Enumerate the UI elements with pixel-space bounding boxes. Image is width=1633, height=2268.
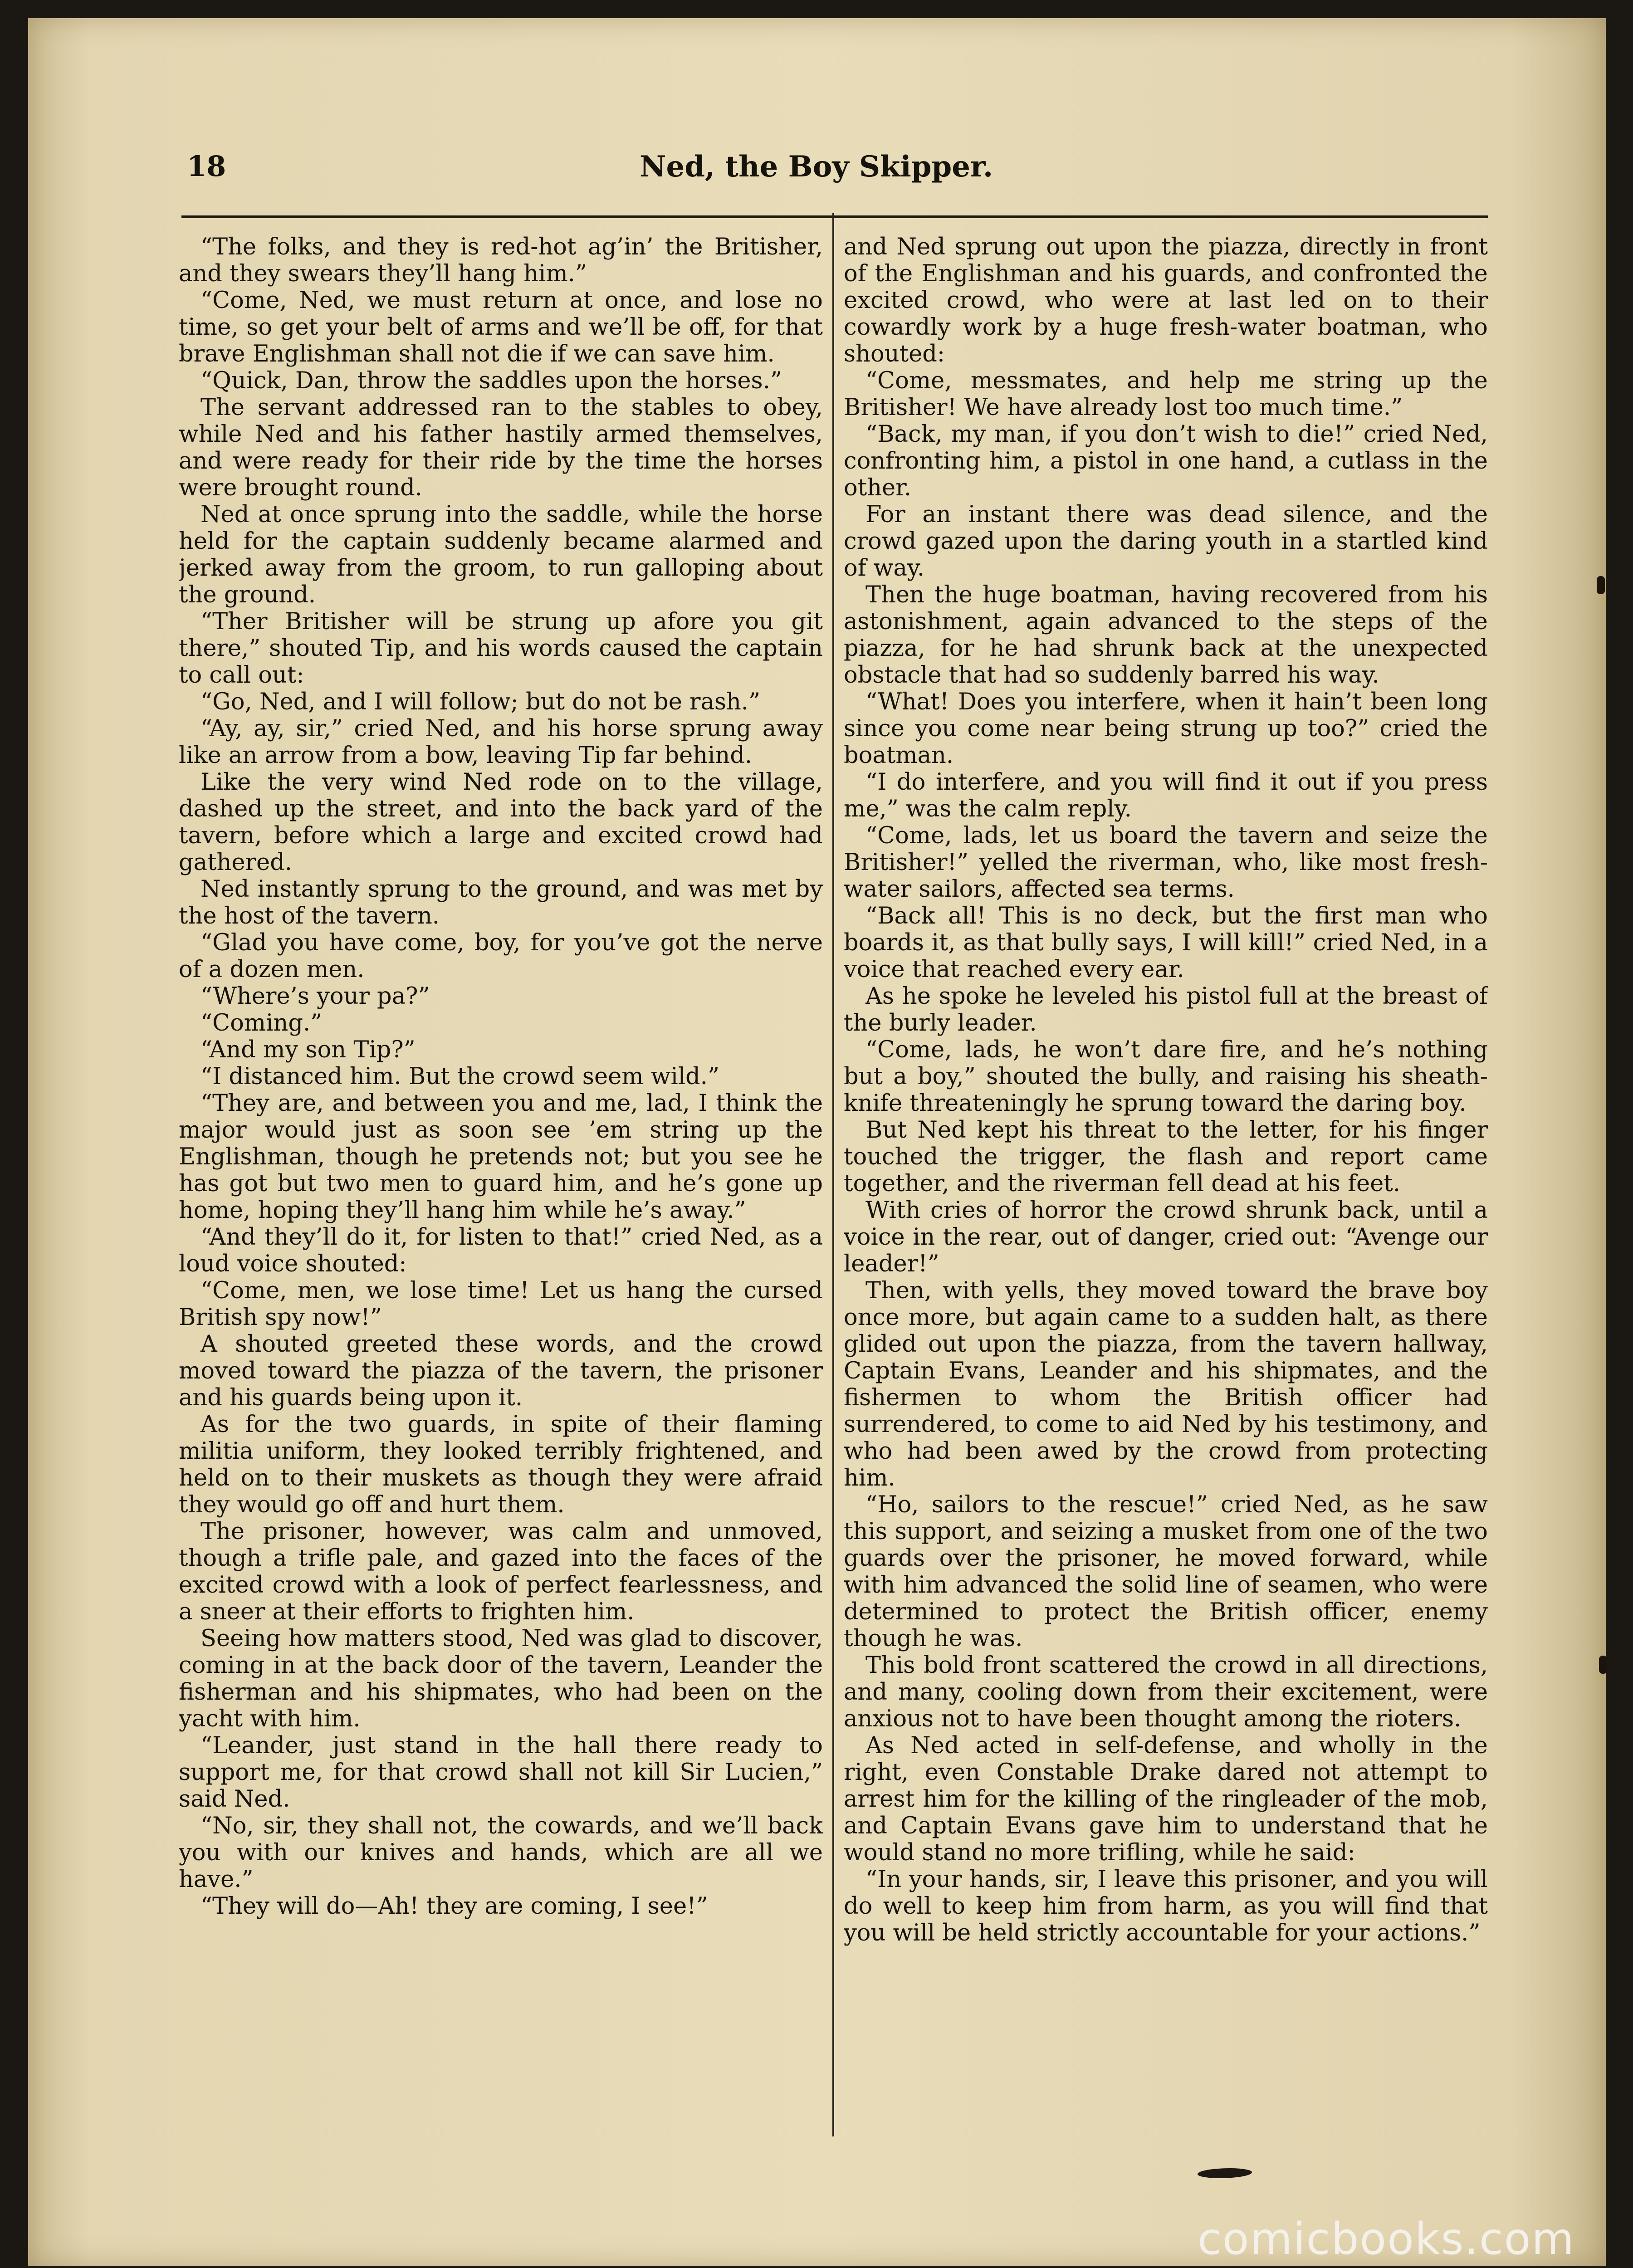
paragraph: “They will do—Ah! they are coming, I see!”	[200, 1893, 708, 1920]
paragraph: But Ned kept his threat to the letter, for his finger touched the trigger, the flash and report came together, and the riverman fell dead at his feet.	[844, 1117, 1488, 1197]
page-number: 18	[187, 150, 226, 183]
paragraph: “Come, Ned, we must return at once, and lose no time, so get your belt of arms and we’ll be off, for that brave Englishman shall not die if we can save him.	[179, 287, 823, 367]
paragraph: “Back all! This is no deck, but the first man who boards it, as that bully says, I will kill!” cried Ned, in a voice that reached every ear.	[844, 903, 1488, 983]
paragraph: “They are, and between you and me, lad, I think the major would just as soon see ’em string up the Englishman, though he pretends not; but you see he has got but two men to guard him, and he’s gone up home, hoping they’ll hang him while he’s away.”	[179, 1090, 823, 1224]
paragraph: Then, with yells, they moved toward the brave boy once more, but again came to a sudden halt, as there glided out upon the piazza, from the tavern hallway, Captain Evans, Leander and his shipmates, and the fishermen to whom the British officer had surrendered, to come to aid Ned by his testimony, and who had been awed by the crowd from protecting him.	[844, 1277, 1488, 1491]
paragraph: As Ned acted in self-defense, and wholly in the right, even Constable Drake dared not attempt to arrest him for the killing of the ringleader of the mob, and Captain Evans gave him to understand that he would stand no more trifling, while he said:	[844, 1732, 1488, 1866]
paragraph: Like the very wind Ned rode on to the village, dashed up the street, and into the back yard of the tavern, before which a large and excited crowd had gathered.	[179, 769, 823, 876]
column-divider	[832, 213, 834, 2136]
paragraph: As he spoke he leveled his pistol full at the breast of the burly leader.	[844, 983, 1488, 1036]
paragraph: “Come, messmates, and help me string up the Britisher! We have already lost too much time.”	[844, 367, 1488, 421]
binding-tack-mark	[1597, 576, 1605, 594]
paragraph: “Go, Ned, and I will follow; but do not be rash.”	[200, 689, 761, 715]
paragraph: “The folks, and they is red-hot ag’in’ the Britisher, and they swears they’ll hang him.”	[179, 234, 823, 287]
running-head	[181, 150, 1488, 200]
left-column	[179, 234, 823, 2152]
paragraph: “Quick, Dan, throw the saddles upon the horses.”	[200, 367, 782, 394]
right-column	[844, 234, 1488, 2152]
paragraph: With cries of horror the crowd shrunk back, until a voice in the rear, out of danger, cried out: “Avenge our leader!”	[844, 1197, 1488, 1277]
paragraph: “What! Does you interfere, when it hain’t been long since you come near being strung up too?” cried the boatman.	[844, 689, 1488, 769]
running-title: Ned, the Boy Skipper.	[640, 150, 993, 184]
paragraph: Ned at once sprung into the saddle, while the horse held for the captain suddenly became alarmed and jerked away from the groom, to run galloping about the ground.	[179, 501, 823, 608]
paragraph: “And my son Tip?”	[200, 1036, 416, 1063]
paragraph: “Ho, sailors to the rescue!” cried Ned, as he saw this support, and seizing a musket from one of the two guards over the prisoner, he moved forward, while with him advanced the solid line of seamen, who were determined to protect the British officer, enemy though he was.	[844, 1491, 1488, 1652]
paragraph: As for the two guards, in spite of their flaming militia uniform, they looked terribly frightened, and held on to their muskets as though they were afraid they would go off and hurt them.	[179, 1411, 823, 1518]
paragraph: The prisoner, however, was calm and unmoved, though a trifle pale, and gazed into the faces of the excited crowd with a look of perfect fearlessness, and a sneer at their efforts to frighten him.	[179, 1518, 823, 1625]
paragraph: “Come, lads, let us board the tavern and seize the Britisher!” yelled the riverman, who, like most fresh-water sailors, affected sea terms.	[844, 822, 1488, 903]
paragraph: and Ned sprung out upon the piazza, directly in front of the Englishman and his guards, and confronted the excited crowd, who were at last led on to their cowardly work by a huge fresh-water boatman, who shouted:	[844, 234, 1488, 367]
paragraph: Then the huge boatman, having recovered from his astonishment, again advanced to the steps of the piazza, for he had shrunk back at the unexpected obstacle that had so suddenly barred his way.	[844, 582, 1488, 689]
paragraph: “Coming.”	[200, 1010, 323, 1036]
paragraph: A shouted greeted these words, and the crowd moved toward the piazza of the tavern, the prisoner and his guards being upon it.	[179, 1331, 823, 1411]
paragraph: For an instant there was dead silence, and the crowd gazed upon the daring youth in a startled kind of way.	[844, 501, 1488, 582]
paragraph: “No, sir, they shall not, the cowards, and we’ll back you with our knives and hands, which are all we have.”	[179, 1813, 823, 1893]
paragraph: “Where’s your pa?”	[200, 983, 430, 1010]
paragraph: “Ay, ay, sir,” cried Ned, and his horse sprung away like an arrow from a bow, leaving Tip far behind.	[179, 715, 823, 769]
paragraph: “Come, men, we lose time! Let us hang the cursed British spy now!”	[179, 1277, 823, 1331]
paragraph: “I distanced him. But the crowd seem wild.”	[200, 1063, 720, 1090]
paragraph: “I do interfere, and you will find it out if you press me,” was the calm reply.	[844, 769, 1488, 822]
paragraph: “Come, lads, he won’t dare fire, and he’s nothing but a boy,” shouted the bully, and raising his sheath-knife threateningly he sprung toward the daring boy.	[844, 1036, 1488, 1117]
paragraph: “Ther Britisher will be strung up afore you git there,” shouted Tip, and his words caused the captain to call out:	[179, 608, 823, 689]
paragraph: “In your hands, sir, I leave this prisoner, and you will do well to keep him from harm, as you will find that you will be held strictly accountable for your actions.”	[844, 1866, 1488, 1946]
paragraph: Seeing how matters stood, Ned was glad to discover, coming in at the back door of the tavern, Leander the fisherman and his shipmates, who had been on the yacht with him.	[179, 1625, 823, 1732]
paragraph: “Back, my man, if you don’t wish to die!” cried Ned, confronting him, a pistol in one hand, a cutlass in the other.	[844, 421, 1488, 501]
watermark: comicbooks.com	[1198, 2214, 1575, 2264]
header-rule	[181, 215, 1488, 218]
paragraph: This bold front scattered the crowd in all directions, and many, cooling down from their excitement, were anxious not to have been thought among the rioters.	[844, 1652, 1488, 1732]
paragraph: “Leander, just stand in the hall there ready to support me, for that crowd shall not kill Sir Lucien,” said Ned.	[179, 1732, 823, 1813]
paragraph: Ned instantly sprung to the ground, and was met by the host of the tavern.	[179, 876, 823, 929]
paragraph: “And they’ll do it, for listen to that!” cried Ned, as a loud voice shouted:	[179, 1224, 823, 1277]
paragraph: The servant addressed ran to the stables to obey, while Ned and his father hastily armed themselves, and were ready for their ride by the time the horses were brought round.	[179, 394, 823, 501]
paragraph: “Glad you have come, boy, for you’ve got the nerve of a dozen men.	[179, 929, 823, 983]
binding-tack-mark	[1599, 1656, 1607, 1674]
